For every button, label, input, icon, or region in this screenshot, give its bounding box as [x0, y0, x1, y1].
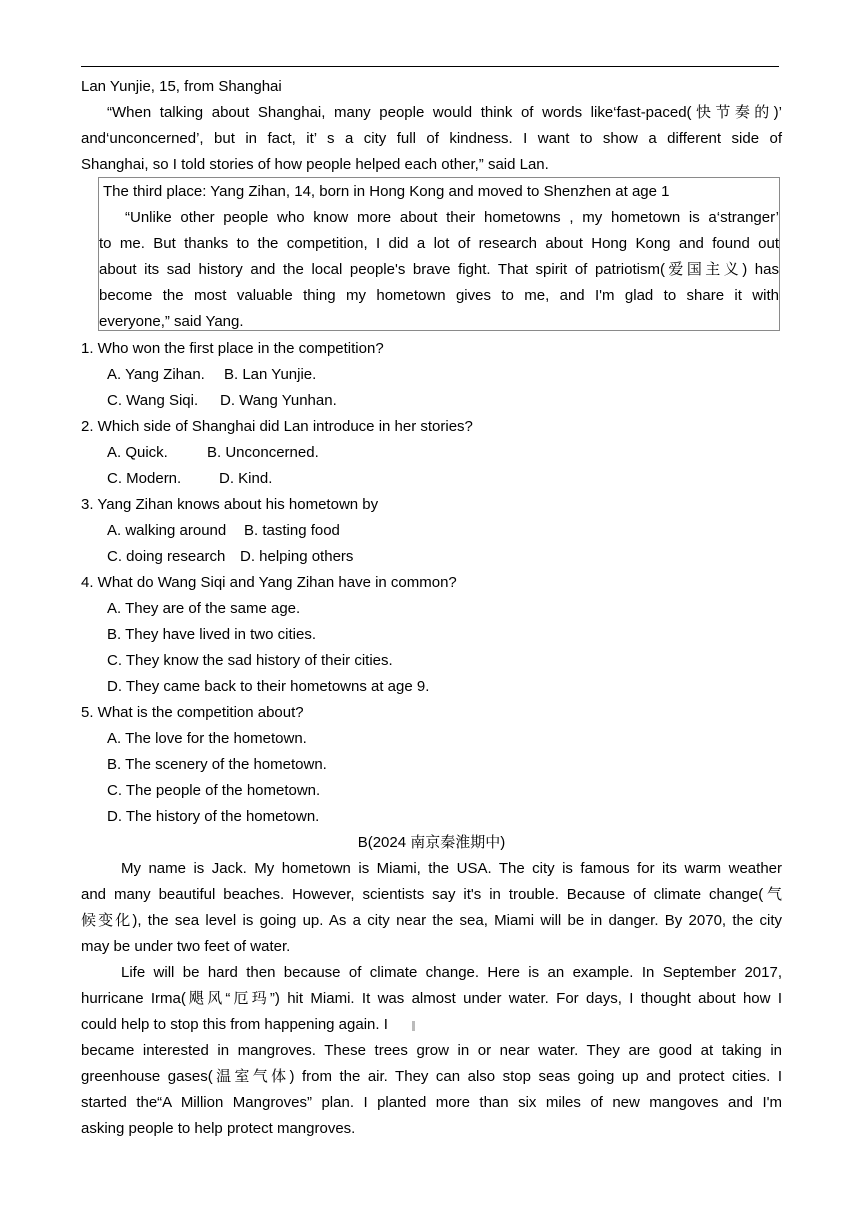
passage-line: 候变化), the sea level is going up. As a city near the sea, Miami will be in danger. By 2070, the city: [81, 912, 782, 929]
option-c: C. The people of the hometown.: [107, 782, 321, 799]
yang-header: The third place: Yang Zihan, 14, born in Hong Kong and moved to Shenzhen at age 1: [103, 183, 670, 200]
question-stem: 2. Which side of Shanghai did Lan introduce in her stories?: [81, 418, 473, 435]
option-b: B. The scenery of the hometown.: [107, 756, 327, 773]
passage-line: started the“A Million Mangroves” plan. I planted more than six miles of new mangoves and I'm: [81, 1094, 782, 1111]
passage-line: Life will be hard then because of climate change. Here is an example. In September 2017,: [121, 964, 782, 981]
passage-line: may be under two feet of water.: [81, 938, 291, 955]
question-stem: 3. Yang Zihan knows about his hometown by: [81, 496, 379, 513]
passage-line: My name is Jack. My hometown is Miami, the USA. The city is famous for its warm weather: [121, 860, 782, 877]
option-a: A. Yang Zihan.: [107, 366, 205, 383]
option-d: D. Wang Yunhan.: [220, 392, 337, 409]
page-break-mark: [412, 1021, 415, 1031]
option-a: A. Quick.: [107, 444, 168, 461]
passage-line: and many beautiful beaches. However, scientists say it's in trouble. Because of climate change(气: [81, 886, 782, 903]
passage-line: could help to stop this from happening again. I: [81, 1016, 388, 1033]
passage-line: asking people to help protect mangroves.: [81, 1120, 356, 1137]
yang-paragraph-line: to me. But thanks to the competition, I did a lot of research about Hong Kong and found out: [99, 235, 779, 252]
option-a: A. walking around: [107, 522, 227, 539]
lan-paragraph-line: Shanghai, so I told stories of how people helped each other,” said Lan.: [81, 156, 549, 173]
top-rule: [81, 66, 779, 67]
yang-paragraph-line: become the most valuable thing my hometown gives to me, and I'm glad to share it with: [99, 287, 779, 304]
option-b: B. Lan Yunjie.: [224, 366, 317, 383]
option-b: B. Unconcerned.: [207, 444, 319, 461]
yang-paragraph-line: everyone,” said Yang.: [99, 313, 244, 330]
lan-paragraph-line: “When talking about Shanghai, many people would think of words like‘fast-paced(快节奏的)’: [107, 104, 782, 121]
option-c: C. doing research: [107, 548, 226, 565]
yang-paragraph-line: “Unlike other people who know more about their hometowns , my hometown is a‘stranger’: [125, 209, 779, 226]
option-b: B. tasting food: [244, 522, 340, 539]
option-a: A. They are of the same age.: [107, 600, 301, 617]
option-d: D. The history of the hometown.: [107, 808, 320, 825]
option-c: C. They know the sad history of their cities.: [107, 652, 393, 669]
option-d: D. helping others: [240, 548, 354, 565]
option-d: D. They came back to their hometowns at age 9.: [107, 678, 430, 695]
lan-paragraph-line: and‘unconcerned’, but in fact, it’ s a city full of kindness. I want to show a different side of: [81, 130, 782, 147]
option-a: A. The love for the hometown.: [107, 730, 307, 747]
option-b: B. They have lived in two cities.: [107, 626, 316, 643]
passage-line: greenhouse gases(温室气体) from the air. They can also stop seas going up and protect cities. I: [81, 1068, 782, 1085]
passage-line: hurricane Irma(飓风“厄玛”) hit Miami. It was almost under water. For days, I thought about how I: [81, 990, 782, 1007]
passage-line: became interested in mangroves. These trees grow in or near water. They are good at taking in: [81, 1042, 782, 1059]
yang-paragraph-line: about its sad history and the local people's brave fight. That spirit of patriotism(爱国主义) has: [99, 261, 779, 278]
option-c: C. Wang Siqi.: [107, 392, 199, 409]
section-b-heading: B(2024 南京秦淮期中): [357, 834, 506, 851]
question-stem: 5. What is the competition about?: [81, 704, 304, 721]
question-stem: 4. What do Wang Siqi and Yang Zihan have in common?: [81, 574, 457, 591]
option-d: D. Kind.: [219, 470, 273, 487]
question-stem: 1. Who won the first place in the competition?: [81, 340, 384, 357]
lan-header: Lan Yunjie, 15, from Shanghai: [81, 78, 282, 95]
option-c: C. Modern.: [107, 470, 182, 487]
